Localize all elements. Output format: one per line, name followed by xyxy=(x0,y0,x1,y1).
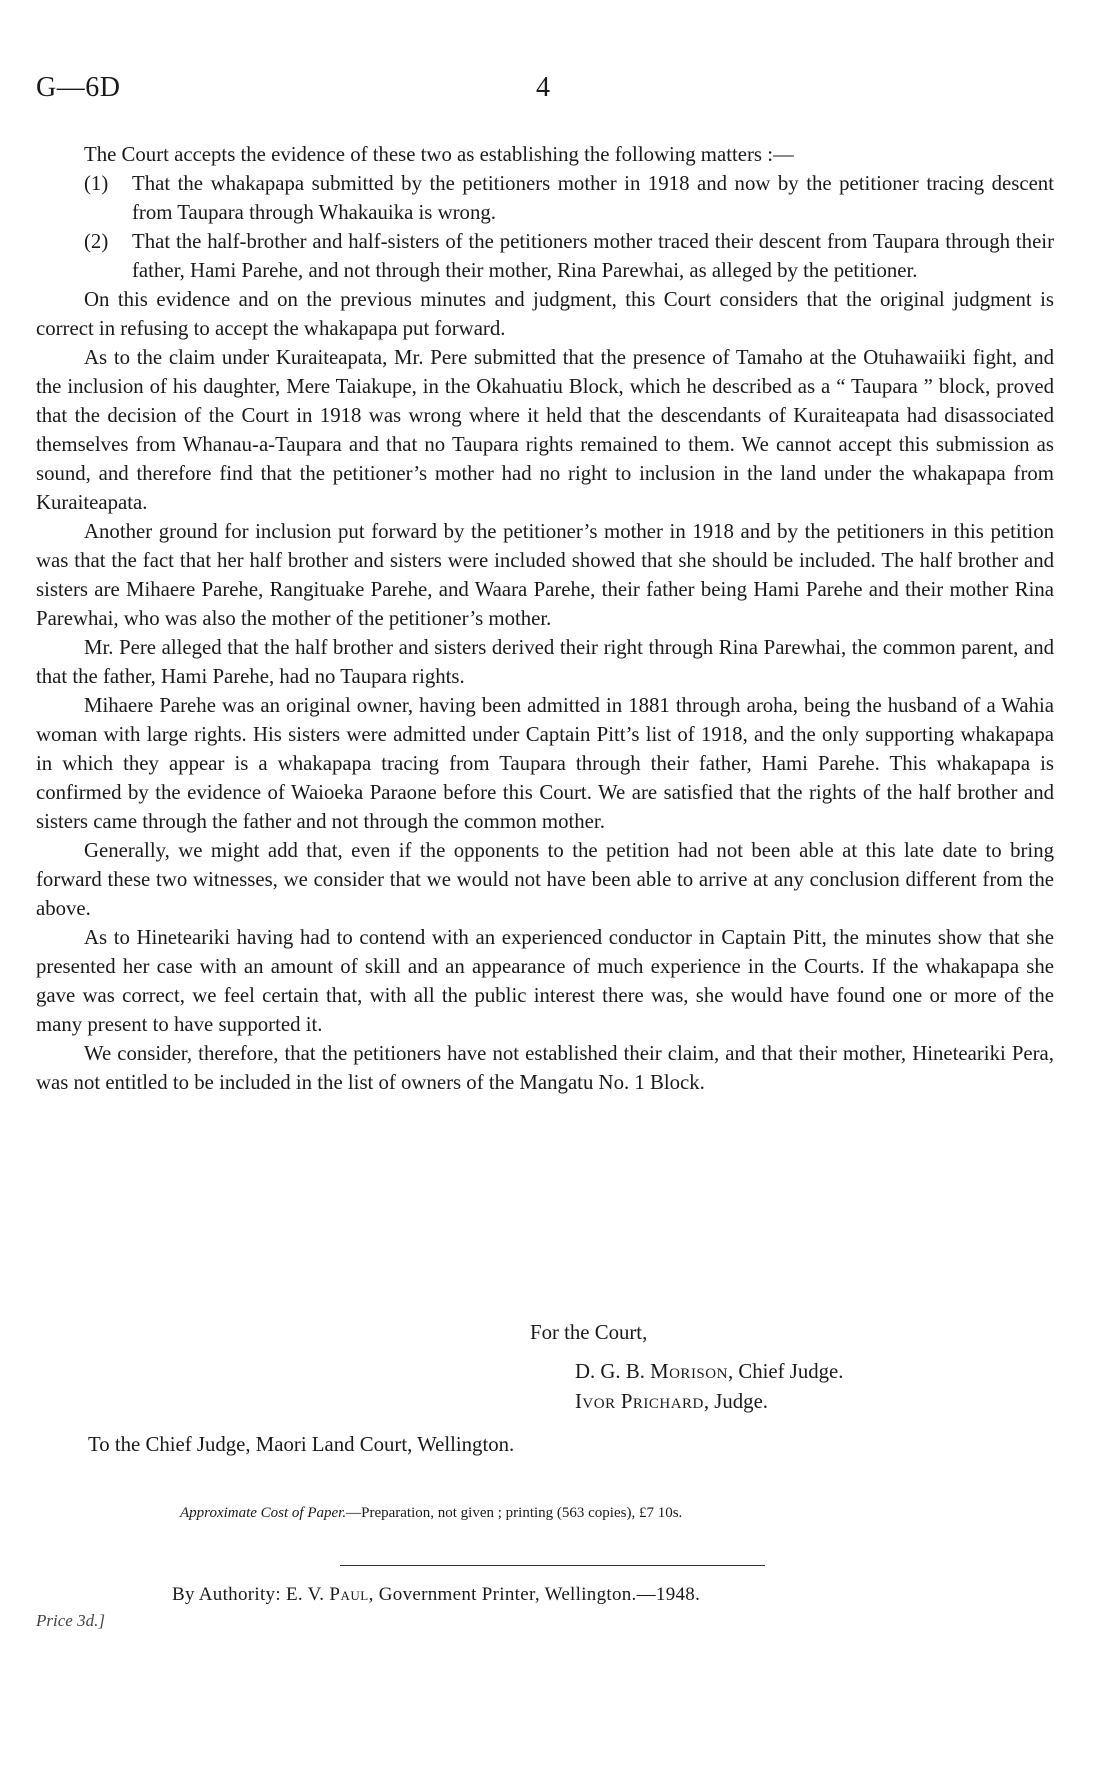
authority-suffix: , Government Printer, Wellington.—1948. xyxy=(368,1584,701,1605)
judge2-last-name: Prichard xyxy=(620,1390,704,1413)
item-number: (1) xyxy=(84,172,109,195)
printer-authority xyxy=(172,1584,700,1606)
paragraph: On this evidence and on the previous minutes and judgment, this Court considers that the original judgment is correct in refusing to accept the whakapapa put forward. xyxy=(36,288,1054,340)
printer-initials: E. V. xyxy=(286,1584,325,1605)
item-number: (2) xyxy=(84,230,109,253)
intro-paragraph: The Court accepts the evidence of these two as establishing the following matters :— xyxy=(84,143,794,166)
paragraph: Mr. Pere alleged that the half brother and sisters derived their right through Rina Parewhai, the common parent, and that the father, Hami Parehe, had no Taupara rights. xyxy=(36,636,1054,688)
signature-judge xyxy=(575,1387,768,1417)
cost-text: —Preparation, not given ; printing (563 copies), £7 10s. xyxy=(346,1505,683,1521)
authority-prefix: By Authority: xyxy=(172,1584,281,1605)
item-text: That the whakapapa submitted by the petitioners mother in 1918 and now by the petitioner tracing descent from Taupara through Whakauika is wrong. xyxy=(132,172,1054,224)
page-header xyxy=(36,72,1076,112)
numbered-item xyxy=(36,169,1054,227)
page-number: 4 xyxy=(536,72,550,103)
judge2-title: , Judge. xyxy=(703,1390,769,1413)
document-code: G—6D xyxy=(36,72,121,103)
numbered-item xyxy=(36,227,1054,285)
paragraph: Mihaere Parehe was an original owner, having been admitted in 1881 through aroha, being the husband of a Wahia woman with large rights. His sisters were admitted under Captain Pitt’s list of 1918, and the only supporting whakapapa in which they appear is a whakapapa tracing from Taupara through their father, Hami Parehe. This whakapapa is confirmed by the evidence of Waioeka Paraone before this Court. We are satisfied that the rights of the half brother and sisters came through the father and not through the common mother. xyxy=(36,694,1054,833)
paragraph: Generally, we might add that, even if the opponents to the petition had not been able at this late date to bring forward these two witnesses, we consider that we would not have been able to arrive at any conclusion different from the above. xyxy=(36,839,1054,920)
for-the-court: For the Court, xyxy=(530,1321,648,1344)
cost-label: Approximate Cost of Paper. xyxy=(180,1505,347,1521)
body-text xyxy=(36,140,1054,1097)
printer-name: Paul xyxy=(329,1584,369,1605)
judge2-first-name: Ivor xyxy=(575,1390,616,1413)
paragraph: As to Hineteariki having had to contend with an experienced conductor in Captain Pitt, the minutes show that she presented her case with an amount of skill and an appearance of much experience in the Courts. If the whakapapa she gave was correct, we feel certain that, with all the public interest there was, she would have found one or more of the many present to have supported it. xyxy=(36,926,1054,1036)
item-text: That the half-brother and half-sisters of the petitioners mother traced their descent from Taupara through their father, Hami Parehe, and not through their mother, Rina Parewhai, as alleged by the petitioner. xyxy=(132,230,1054,282)
paragraph: Another ground for inclusion put forward by the petitioner’s mother in 1918 and by the petitioners in this petition was that the fact that her half brother and sisters were included showed that she should be included. The half brother and sisters are Mihaere Parehe, Rangituake Parehe, and Waara Parehe, their father being Hami Parehe and their mother Rina Parewhai, who was also the mother of the petitioner’s mother. xyxy=(36,520,1054,630)
judge1-title: , Chief Judge. xyxy=(727,1360,844,1383)
judge1-name: Morison xyxy=(650,1360,728,1383)
paragraph: We consider, therefore, that the petitioners have not established their claim, and that their mother, Hineteariki Pera, was not entitled to be included in the list of owners of the Mangatu No. 1 Block. xyxy=(36,1042,1054,1094)
signature-chief-judge xyxy=(575,1357,843,1387)
divider-rule xyxy=(340,1565,765,1566)
paragraph: As to the claim under Kuraiteapata, Mr. Pere submitted that the presence of Tamaho at the Otuhawaiiki fight, and the inclusion of his daughter, Mere Taiakupe, in the Okahuatiu Block, which he described as a “ Taupara ” block, proved that the decision of the Court in 1918 was wrong where it held that the descendants of Kuraiteapata had disassociated themselves from Whanau-a-Taupara and that no Taupara rights remained to them. We cannot accept this submission as sound, and therefore find that the petitioner’s mother had no right to inclusion in the land under the whakapapa from Kuraiteapata. xyxy=(36,346,1054,514)
addressee: To the Chief Judge, Maori Land Court, Wellington. xyxy=(88,1433,515,1456)
judge1-initials: D. G. B. xyxy=(575,1360,645,1383)
price: Price 3d.] xyxy=(36,1611,105,1630)
cost-of-paper xyxy=(180,1505,960,1522)
